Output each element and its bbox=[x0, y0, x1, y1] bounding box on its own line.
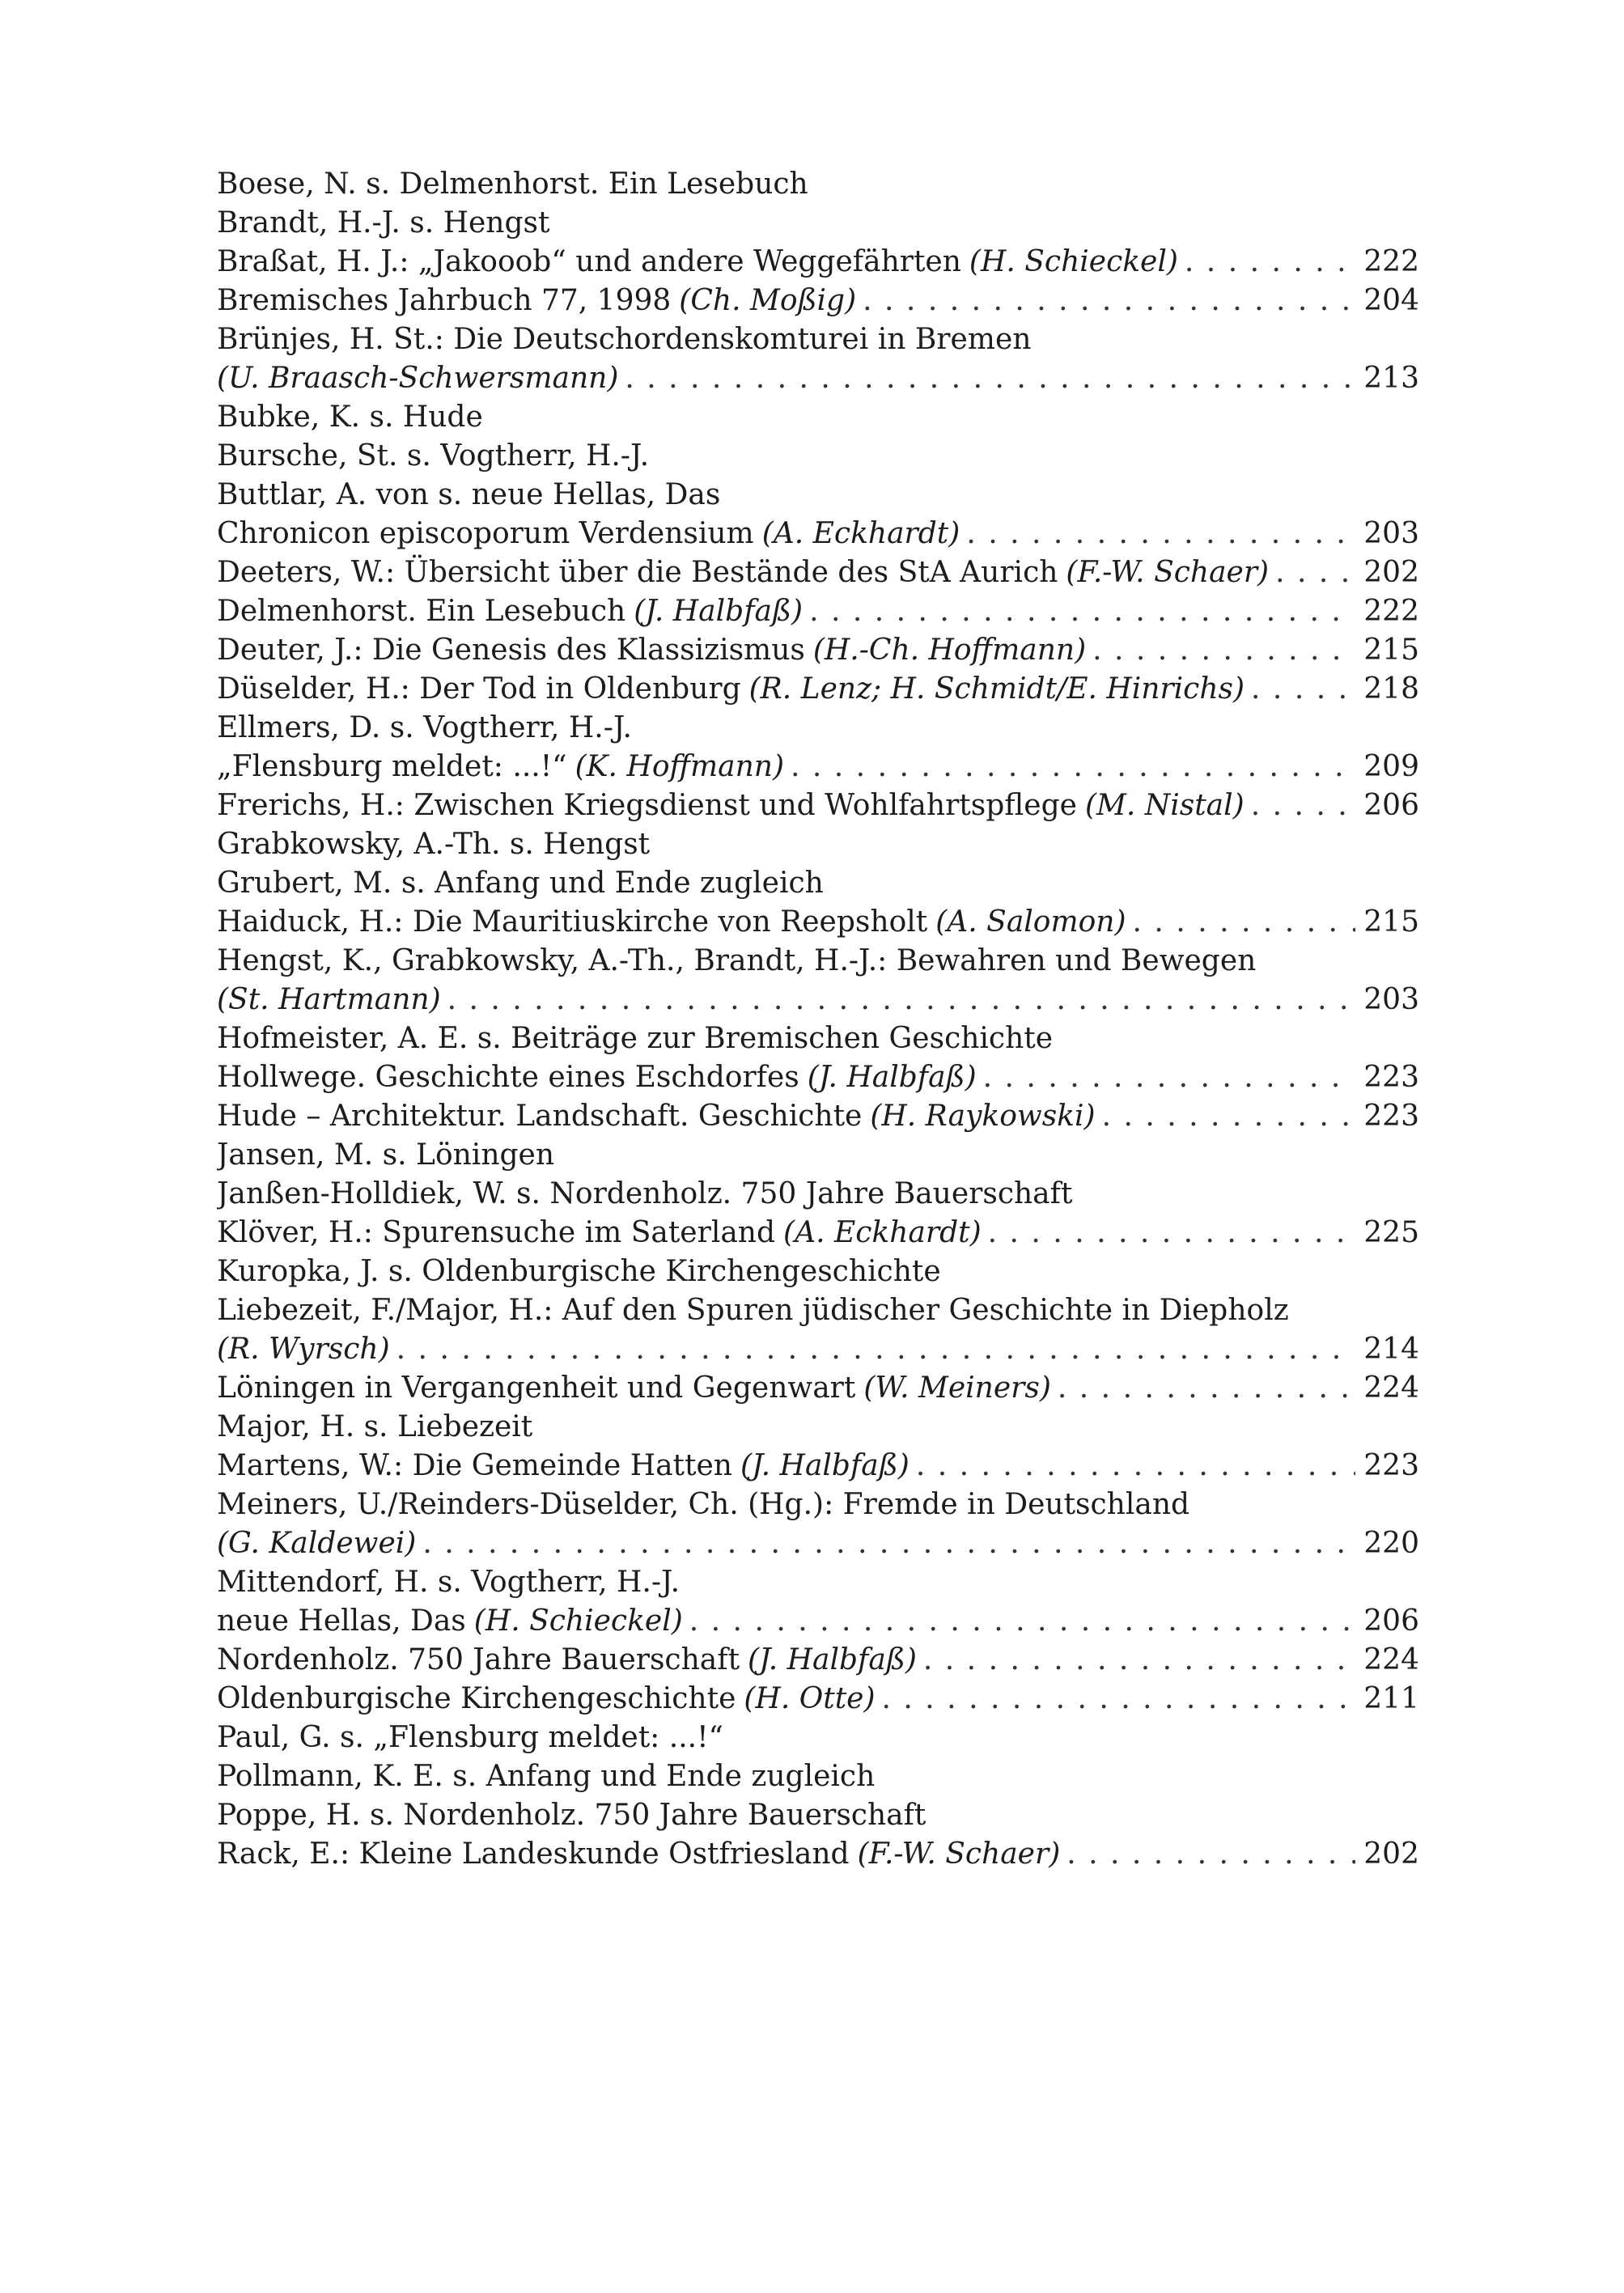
entry-title: Klöver, H.: Spurensuche im Saterland bbox=[217, 1216, 776, 1249]
index-entry bbox=[217, 903, 1419, 942]
dot-leader bbox=[983, 1058, 1356, 1097]
dot-leader bbox=[625, 359, 1355, 398]
entry-title: Liebezeit, F./Major, H.: Auf den Spuren jüdischer Geschichte in Diepholz bbox=[217, 1294, 1289, 1327]
page-number: 224 bbox=[1363, 1643, 1419, 1676]
entry-reviewer: (J. Halbfaß) bbox=[740, 1449, 910, 1482]
page-number: 225 bbox=[1363, 1216, 1419, 1249]
page-number: 209 bbox=[1363, 750, 1419, 783]
index-entry bbox=[217, 476, 1419, 515]
entry-title: neue Hellas, Das bbox=[217, 1604, 466, 1638]
entry-title: Löningen in Vergangenheit und Gegenwart bbox=[217, 1371, 856, 1405]
entry-reviewer: (H. Otte) bbox=[744, 1682, 876, 1715]
index-entry-continuation bbox=[217, 359, 1419, 398]
entry-title: Mittendorf, H. s. Vogtherr, H.-J. bbox=[217, 1566, 681, 1599]
entry-title: Buttlar, A. von s. neue Hellas, Das bbox=[217, 478, 721, 511]
dot-leader bbox=[916, 1447, 1355, 1486]
dot-leader bbox=[1133, 903, 1356, 942]
page-number: 222 bbox=[1363, 245, 1419, 278]
index-entry bbox=[217, 1291, 1419, 1330]
entry-title: Grubert, M. s. Anfang und Ende zugleich bbox=[217, 867, 824, 900]
index-entry bbox=[217, 1563, 1419, 1602]
index-entry bbox=[217, 1757, 1419, 1796]
entry-reviewer: (G. Kaldewei) bbox=[217, 1527, 417, 1560]
dot-leader bbox=[1092, 631, 1355, 670]
index-entry bbox=[217, 709, 1419, 748]
index-entry bbox=[217, 1252, 1419, 1291]
entry-reviewer: (H. Schieckel) bbox=[969, 245, 1178, 278]
page-number: 223 bbox=[1363, 1100, 1419, 1133]
page-number: 203 bbox=[1363, 983, 1419, 1016]
dot-leader bbox=[1251, 786, 1356, 825]
entry-title: Poppe, H. s. Nordenholz. 750 Jahre Bauerschaft bbox=[217, 1799, 926, 1832]
entry-title: Paul, G. s. „Flensburg meldet: ...!“ bbox=[217, 1721, 723, 1754]
entry-reviewer: (A. Salomon) bbox=[935, 905, 1126, 939]
entry-reviewer: (W. Meiners) bbox=[863, 1371, 1051, 1405]
review-index-list bbox=[217, 165, 1419, 1874]
index-entry bbox=[217, 786, 1419, 825]
index-entry bbox=[217, 437, 1419, 476]
entry-reviewer: (H. Schieckel) bbox=[473, 1604, 683, 1638]
index-entry bbox=[217, 670, 1419, 709]
index-entry bbox=[217, 1719, 1419, 1757]
entry-title: Kuropka, J. s. Oldenburgische Kirchengeschichte bbox=[217, 1255, 941, 1288]
index-entry-continuation bbox=[217, 1330, 1419, 1369]
entry-title: Oldenburgische Kirchengeschichte bbox=[217, 1682, 736, 1715]
index-entry bbox=[217, 864, 1419, 903]
index-entry bbox=[217, 515, 1419, 553]
index-entry bbox=[217, 1097, 1419, 1136]
entry-title: Martens, W.: Die Gemeinde Hatten bbox=[217, 1449, 732, 1482]
page-number: 206 bbox=[1363, 789, 1419, 822]
entry-title: „Flensburg meldet: ...!“ bbox=[217, 750, 567, 783]
entry-title: Haiduck, H.: Die Mauritiuskirche von Reepsholt bbox=[217, 905, 928, 939]
dot-leader bbox=[422, 1524, 1355, 1563]
entry-reviewer: (Ch. Moßig) bbox=[679, 284, 857, 317]
entry-title: Braßat, H. J.: „Jakooob“ und andere Weggefährten bbox=[217, 245, 961, 278]
entry-title: Major, H. s. Liebezeit bbox=[217, 1410, 533, 1443]
index-entry bbox=[217, 1408, 1419, 1447]
entry-title: Boese, N. s. Delmenhorst. Ein Lesebuch bbox=[217, 167, 808, 201]
entry-reviewer: (M. Nistal) bbox=[1084, 789, 1245, 822]
index-entry bbox=[217, 243, 1419, 282]
index-entry bbox=[217, 282, 1419, 320]
entry-title: Grabkowsky, A.-Th. s. Hengst bbox=[217, 828, 651, 861]
index-entry bbox=[217, 1214, 1419, 1252]
dot-leader bbox=[809, 592, 1355, 631]
index-entry bbox=[217, 165, 1419, 204]
entry-title: Hude – Architektur. Landschaft. Geschichte bbox=[217, 1100, 863, 1133]
entry-title: Chronicon episcoporum Verdensium bbox=[217, 517, 754, 550]
index-entry bbox=[217, 825, 1419, 864]
dot-leader bbox=[1066, 1835, 1355, 1874]
entry-reviewer: (J. Halbfaß) bbox=[634, 595, 804, 628]
dot-leader bbox=[966, 515, 1355, 553]
entry-reviewer: (A. Eckhardt) bbox=[761, 517, 960, 550]
index-entry bbox=[217, 1019, 1419, 1058]
entry-title: Nordenholz. 750 Jahre Bauerschaft bbox=[217, 1643, 740, 1676]
entry-reviewer: (U. Braasch-Schwersmann) bbox=[217, 362, 619, 395]
page-number: 211 bbox=[1363, 1682, 1419, 1715]
index-entry bbox=[217, 553, 1419, 592]
index-entry bbox=[217, 1486, 1419, 1524]
index-entry-continuation bbox=[217, 981, 1419, 1019]
index-entry bbox=[217, 1796, 1419, 1835]
dot-leader bbox=[396, 1330, 1356, 1369]
page-number: 202 bbox=[1363, 1837, 1419, 1871]
entry-reviewer: (H.-Ch. Hoffmann) bbox=[812, 634, 1087, 667]
index-entry bbox=[217, 1641, 1419, 1680]
entry-title: Düselder, H.: Der Tod in Oldenburg bbox=[217, 672, 741, 706]
page-number: 223 bbox=[1363, 1449, 1419, 1482]
entry-title: Brandt, H.-J. s. Hengst bbox=[217, 206, 550, 239]
index-entry bbox=[217, 592, 1419, 631]
dot-leader bbox=[1185, 243, 1355, 282]
entry-reviewer: (St. Hartmann) bbox=[217, 983, 441, 1016]
dot-leader bbox=[1251, 670, 1355, 709]
dot-leader bbox=[1275, 553, 1355, 592]
dot-leader bbox=[988, 1214, 1356, 1252]
page-number: 218 bbox=[1363, 672, 1419, 706]
index-entry bbox=[217, 1369, 1419, 1408]
entry-title: Delmenhorst. Ein Lesebuch bbox=[217, 595, 626, 628]
entry-title: Deeters, W.: Übersicht über die Bestände des StA Aurich bbox=[217, 556, 1058, 589]
entry-title: Janßen-Holldiek, W. s. Nordenholz. 750 Jahre Bauerschaft bbox=[217, 1177, 1073, 1210]
entry-title: Jansen, M. s. Löningen bbox=[217, 1138, 555, 1172]
entry-title: Meiners, U./Reinders-Düselder, Ch. (Hg.): Fremde in Deutschland bbox=[217, 1488, 1190, 1521]
entry-title: Deuter, J.: Die Genesis des Klassizismus bbox=[217, 634, 805, 667]
index-entry bbox=[217, 1058, 1419, 1097]
dot-leader bbox=[791, 748, 1355, 786]
entry-reviewer: (J. Halbfaß) bbox=[748, 1643, 917, 1676]
entry-reviewer: (A. Eckhardt) bbox=[783, 1216, 982, 1249]
dot-leader bbox=[923, 1641, 1355, 1680]
entry-reviewer: (F.-W. Schaer) bbox=[857, 1837, 1061, 1871]
dot-leader bbox=[863, 282, 1355, 320]
dot-leader bbox=[882, 1680, 1356, 1719]
index-entry bbox=[217, 1447, 1419, 1486]
entry-title: Bursche, St. s. Vogtherr, H.-J. bbox=[217, 439, 650, 473]
entry-reviewer: (F.-W. Schaer) bbox=[1066, 556, 1270, 589]
index-entry bbox=[217, 631, 1419, 670]
page-number: 204 bbox=[1363, 284, 1419, 317]
page-number: 206 bbox=[1363, 1604, 1419, 1638]
page-number: 214 bbox=[1363, 1333, 1419, 1366]
page-number: 202 bbox=[1363, 556, 1419, 589]
index-entry bbox=[217, 1175, 1419, 1214]
page-number: 213 bbox=[1363, 362, 1419, 395]
index-entry-continuation bbox=[217, 1524, 1419, 1563]
page-number: 224 bbox=[1363, 1371, 1419, 1405]
entry-reviewer: (K. Hoffmann) bbox=[575, 750, 785, 783]
index-entry bbox=[217, 1680, 1419, 1719]
index-entry bbox=[217, 942, 1419, 981]
entry-reviewer: (R. Lenz; H. Schmidt/E. Hinrichs) bbox=[748, 672, 1245, 706]
entry-title: Hengst, K., Grabkowsky, A.-Th., Brandt, H.-J.: Bewahren und Bewegen bbox=[217, 944, 1257, 977]
entry-title: Hofmeister, A. E. s. Beiträge zur Bremischen Geschichte bbox=[217, 1022, 1054, 1055]
index-entry bbox=[217, 1602, 1419, 1641]
page-number: 220 bbox=[1363, 1527, 1419, 1560]
entry-title: Frerichs, H.: Zwischen Kriegsdienst und Wohlfahrtspflege bbox=[217, 789, 1077, 822]
dot-leader bbox=[1102, 1097, 1356, 1136]
entry-title: Bremisches Jahrbuch 77, 1998 bbox=[217, 284, 672, 317]
entry-reviewer: (R. Wyrsch) bbox=[217, 1333, 390, 1366]
index-entry bbox=[217, 398, 1419, 437]
dot-leader bbox=[689, 1602, 1356, 1641]
entry-title: Hollwege. Geschichte eines Eschdorfes bbox=[217, 1061, 799, 1094]
entry-title: Rack, E.: Kleine Landeskunde Ostfriesland bbox=[217, 1837, 850, 1871]
index-entry bbox=[217, 320, 1419, 359]
page-number: 215 bbox=[1363, 905, 1419, 939]
entry-title: Bubke, K. s. Hude bbox=[217, 401, 483, 434]
entry-title: Ellmers, D. s. Vogtherr, H.-J. bbox=[217, 711, 632, 744]
page-number: 203 bbox=[1363, 517, 1419, 550]
index-entry bbox=[217, 204, 1419, 243]
page-number: 223 bbox=[1363, 1061, 1419, 1094]
index-entry bbox=[217, 1136, 1419, 1175]
entry-reviewer: (J. Halbfaß) bbox=[807, 1061, 977, 1094]
dot-leader bbox=[1058, 1369, 1355, 1408]
page-number: 215 bbox=[1363, 634, 1419, 667]
index-entry bbox=[217, 748, 1419, 786]
entry-title: Brünjes, H. St.: Die Deutschordenskomturei in Bremen bbox=[217, 323, 1032, 356]
page-number: 222 bbox=[1363, 595, 1419, 628]
dot-leader bbox=[447, 981, 1356, 1019]
index-entry bbox=[217, 1835, 1419, 1874]
entry-reviewer: (H. Raykowski) bbox=[870, 1100, 1096, 1133]
entry-title: Pollmann, K. E. s. Anfang und Ende zugleich bbox=[217, 1760, 876, 1793]
